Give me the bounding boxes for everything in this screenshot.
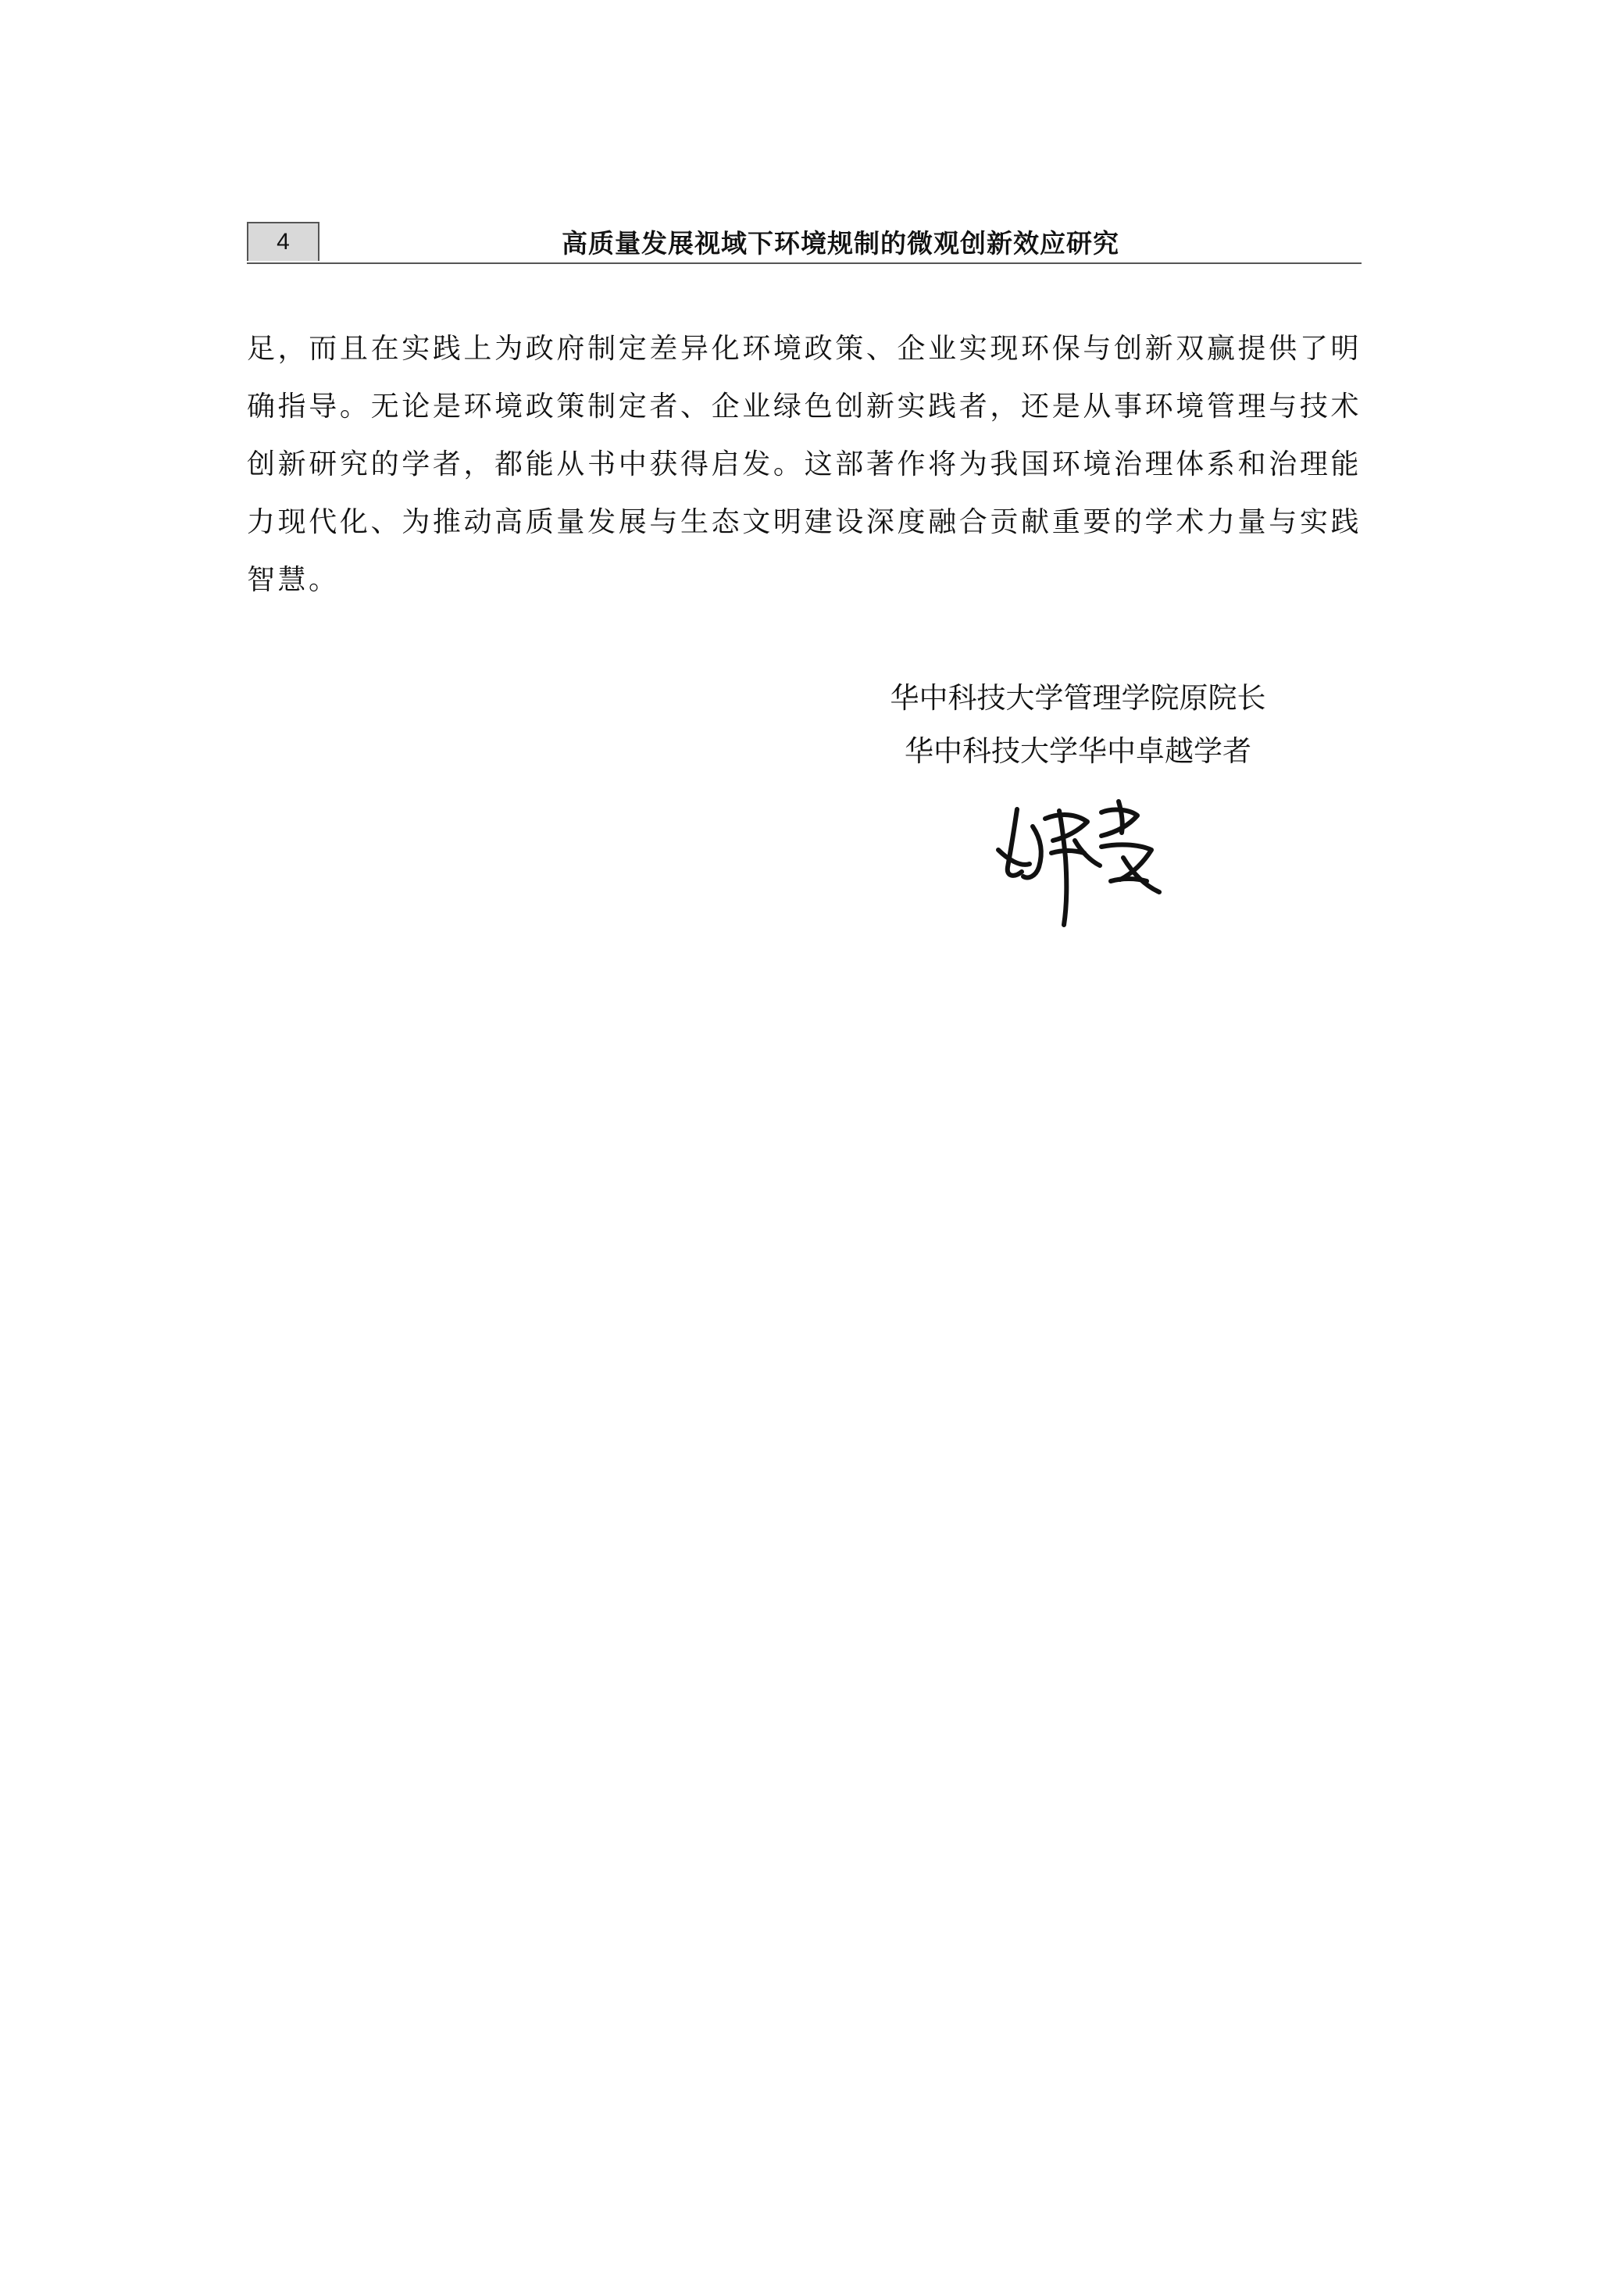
running-title: 高质量发展视域下环境规制的微观创新效应研究 — [562, 227, 1119, 259]
page-header — [247, 222, 1362, 264]
signature-block — [781, 672, 1375, 932]
handwritten-signature-icon — [984, 795, 1172, 932]
page-number: 4 — [247, 222, 319, 261]
author-title-line-2: 华中科技大学华中卓越学者 — [905, 734, 1251, 768]
author-title-line-1: 华中科技大学管理学院原院长 — [890, 681, 1266, 715]
body-paragraph: 足，而且在实践上为政府制定差异化环境政策、企业实现环保与创新双赢提供了明确指导。无论是环境政策制定者、企业绿色创新实践者，还是从事环境管理与技术创新研究的学者，都能从书中获得启发。这部著作将为我国环境治理体系和治理能力现代化、为推动高质量发展与生态文明建设深度融合贡献重要的学术力量与实践智慧。 — [247, 333, 1362, 596]
